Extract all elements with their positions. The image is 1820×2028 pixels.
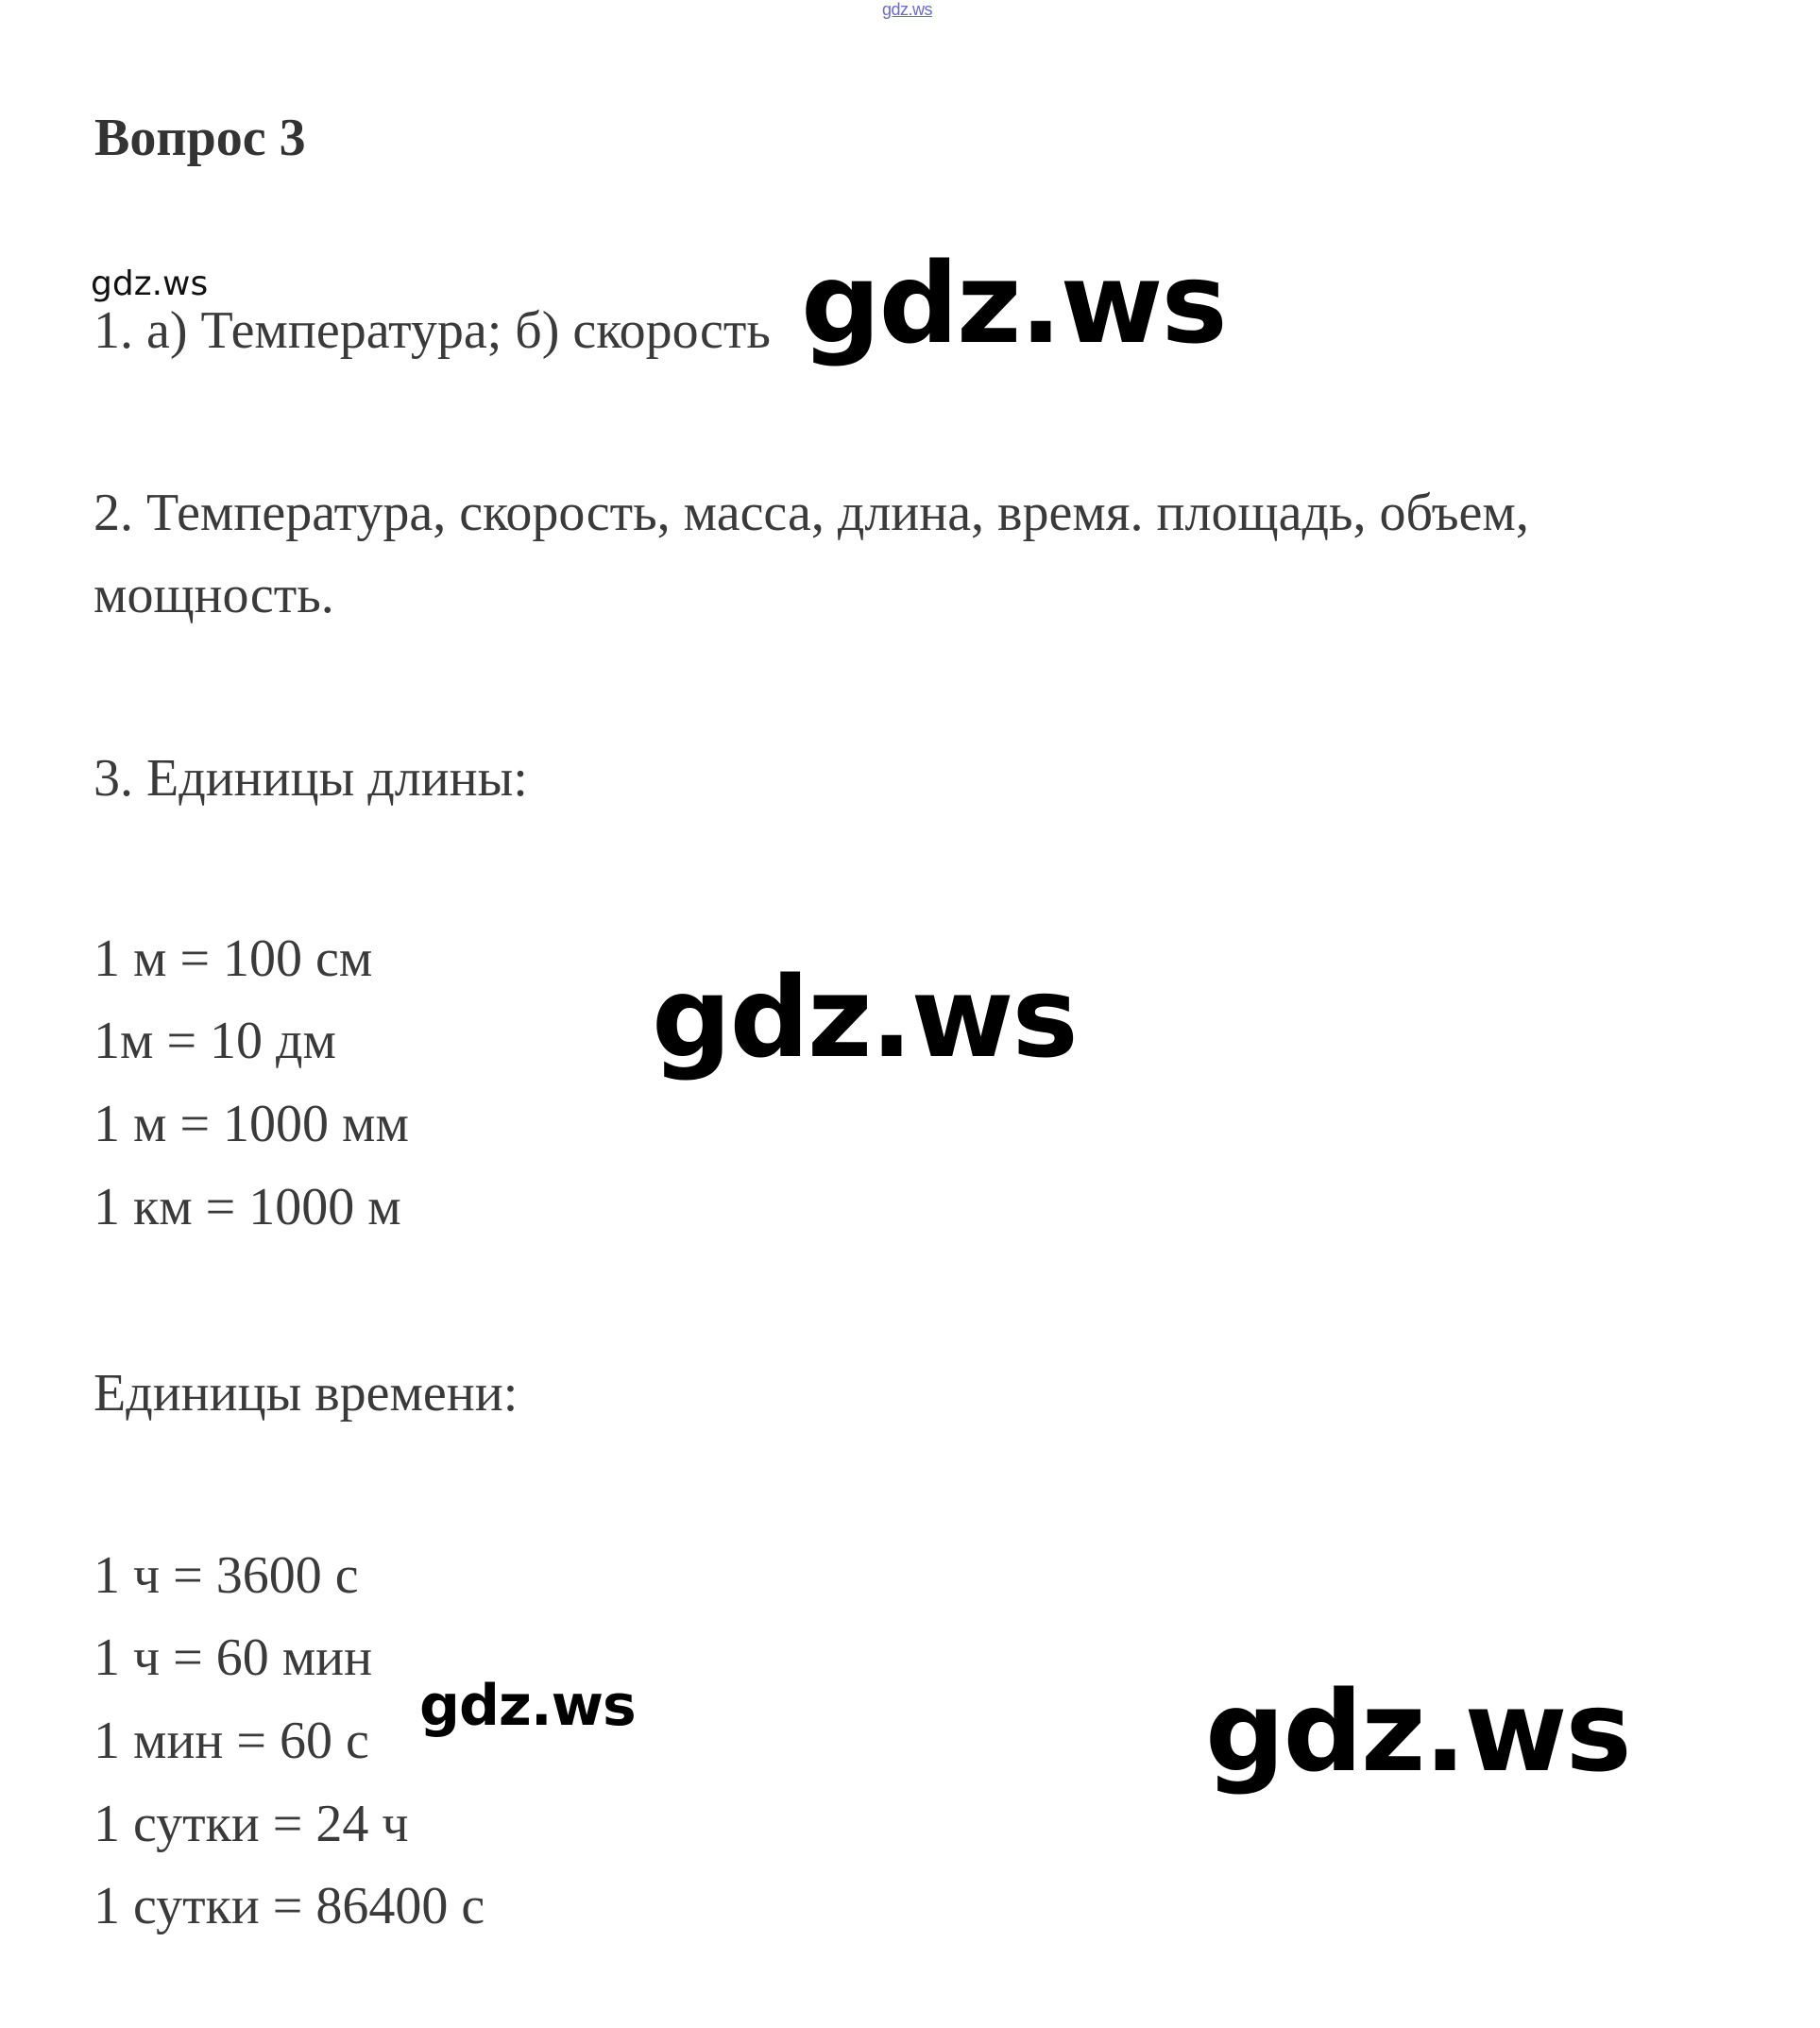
watermark-medium: gdz.ws: [419, 1673, 636, 1739]
site-link[interactable]: gdz.ws: [882, 0, 933, 19]
time-unit-row: 1 мин = 60 с: [94, 1712, 369, 1770]
watermark-small-top: gdz.ws: [91, 264, 209, 303]
time-units-heading: Единицы времени:: [94, 1364, 519, 1423]
watermark-large-1: gdz.ws: [801, 238, 1226, 368]
answer-item-1: 1. а) Температура; б) скорость: [94, 301, 771, 360]
length-unit-row: 1 м = 100 см: [94, 929, 373, 988]
time-unit-row: 1 сутки = 24 ч: [94, 1795, 409, 1853]
length-unit-row: 1 км = 1000 м: [94, 1178, 401, 1236]
length-units-heading: 3. Единицы длины:: [94, 749, 528, 808]
watermark-large-2: gdz.ws: [652, 952, 1077, 1082]
question-title: Вопрос 3: [94, 109, 306, 167]
length-unit-row: 1 м = 1000 мм: [94, 1095, 409, 1153]
time-unit-row: 1 ч = 3600 с: [94, 1546, 359, 1605]
answer-item-2-line-2: мощность.: [94, 566, 334, 624]
answer-item-2-line-1: 2. Температура, скорость, масса, длина, время. площадь, объем,: [94, 484, 1529, 542]
length-unit-row: 1м = 10 дм: [94, 1012, 336, 1070]
time-unit-row: 1 ч = 60 мин: [94, 1628, 373, 1687]
time-unit-row: 1 сутки = 86400 с: [94, 1877, 485, 1935]
watermark-large-3: gdz.ws: [1205, 1666, 1630, 1797]
